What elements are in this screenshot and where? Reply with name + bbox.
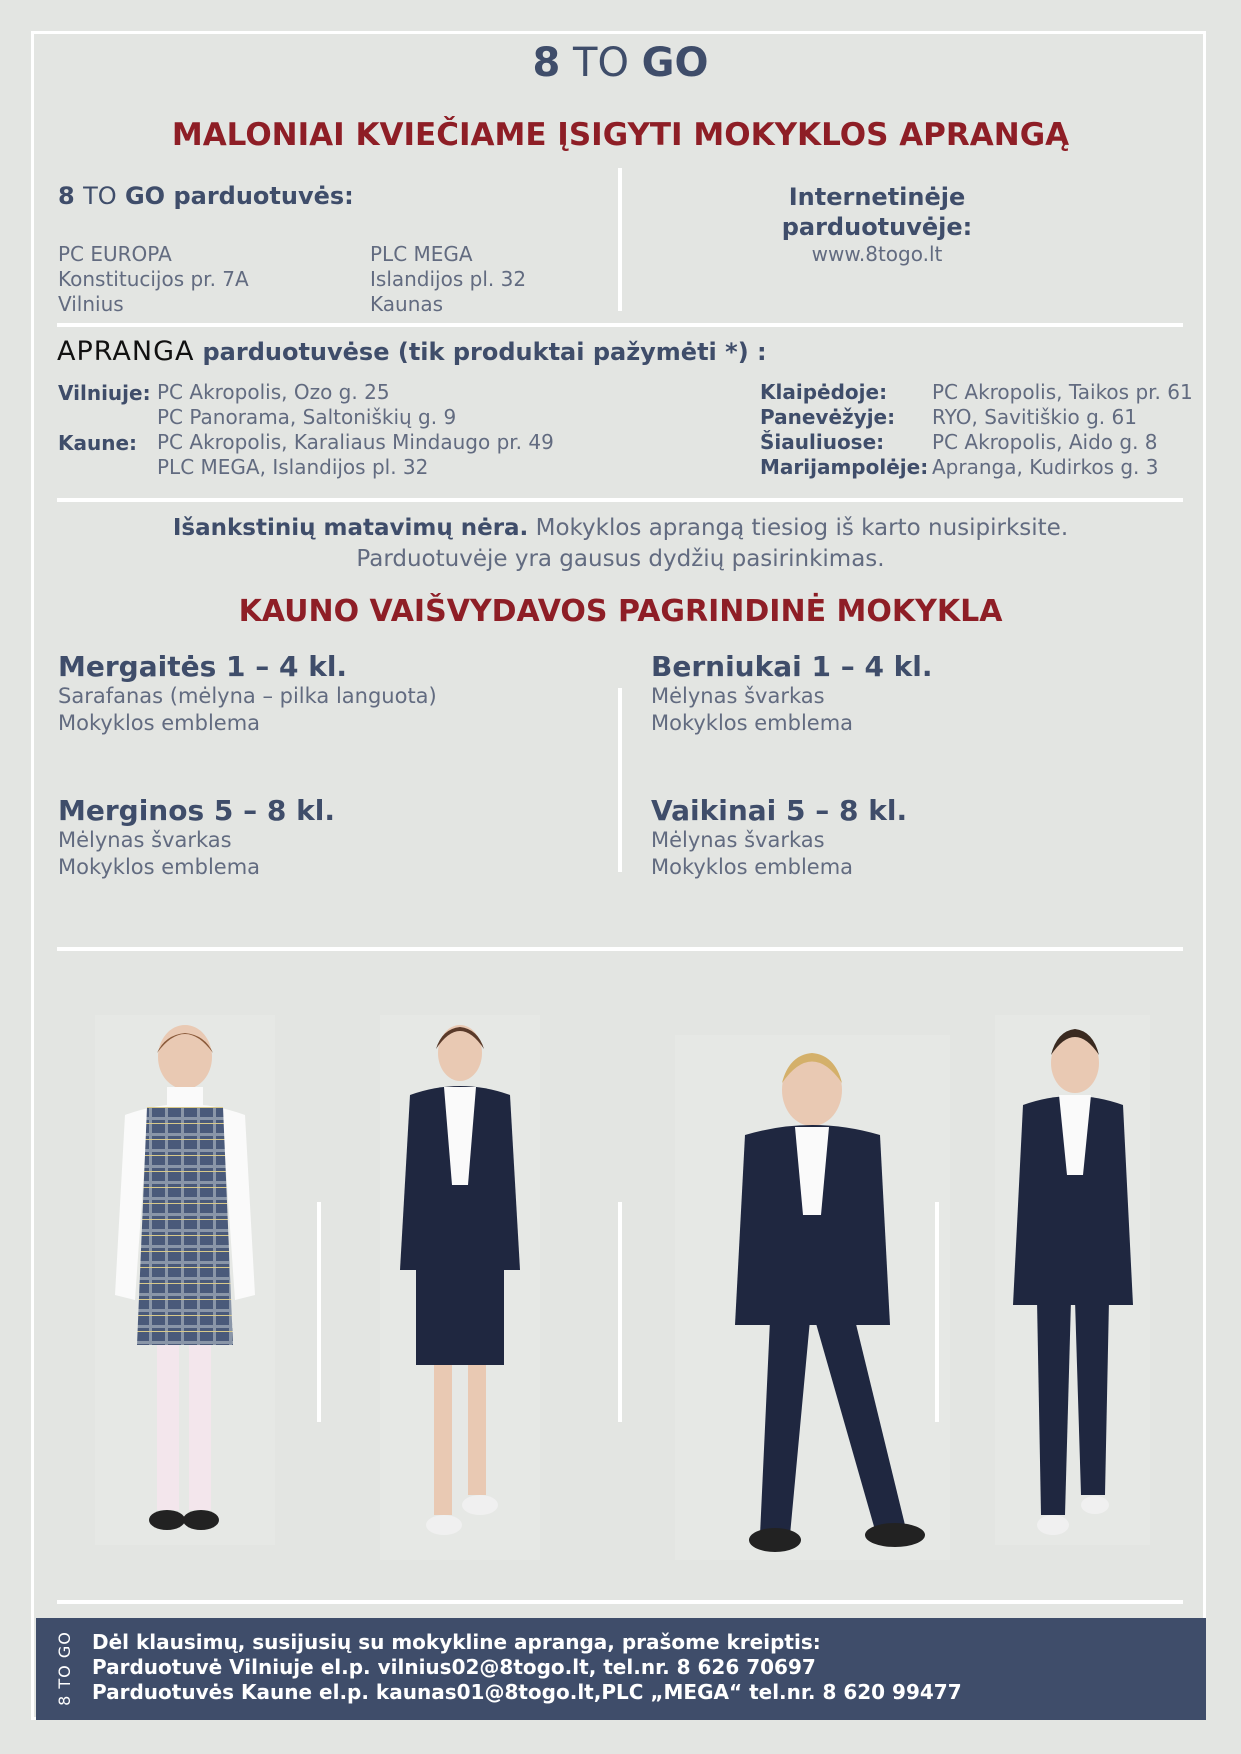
photo-girl-blazer (380, 1015, 540, 1560)
school-title: KAUNO VAIŠVYDAVOS PAGRINDINĖ MOKYKLA (238, 594, 1003, 629)
apranga-regional-stores: Klaipėdoje: PC Akropolis, Taikos pr. 61 Panevėžyje: RYO, Savitiškio g. 61 Šiauliuose: PC Akropolis, Aido g. 8 Marijampolėje: Apranga, Kudirkos g. 3 (760, 380, 1193, 479)
photo-boy-suit (675, 1035, 950, 1560)
footer-line-vilnius: Parduotuvė Vilniuje el.p. vilnius02@8togo.lt, tel.nr. 8 626 70697 (92, 1655, 816, 1679)
divider-photo-2 (618, 1202, 622, 1422)
photo-girl-sarafan (95, 1015, 275, 1545)
apranga-logo: APRANGA (57, 336, 195, 367)
city-kaune: Kaune: (58, 431, 138, 455)
footer-line-1: Dėl klausimų, susijusių su mokykline apranga, prašome kreiptis: (92, 1630, 821, 1654)
divider-photo-1 (317, 1202, 321, 1422)
divider-vertical-categories (618, 688, 622, 872)
store-plc-mega: PLC MEGA Islandijos pl. 32 Kaunas (370, 242, 527, 316)
stores-title: 8 TO GO parduotuvės: (58, 182, 354, 210)
divider-2 (57, 498, 1183, 502)
headline: MALONIAI KVIEČIAME ĮSIGYTI MOKYKLOS APRANGĄ (171, 117, 1070, 153)
footer-vertical-brand: 8 TO GO (54, 1630, 74, 1706)
divider-vertical-top (618, 168, 622, 311)
divider-1 (57, 323, 1183, 327)
brand-logo: 8 TO GO (532, 40, 709, 86)
divider-3 (57, 947, 1183, 951)
kaunas-stores: PC Akropolis, Karaliaus Mindaugo pr. 49 PLC MEGA, Islandijos pl. 32 (157, 430, 554, 479)
category-girls-1-4: Mergaitės 1 – 4 kl. Sarafanas (mėlyna – pilka languota) Mokyklos emblema (58, 650, 437, 735)
apranga-title-row: APRANGA parduotuvėse (tik produktai pažymėti *) : (57, 336, 767, 367)
city-vilnius: Vilniuje: (58, 381, 151, 405)
category-boys-5-8: Vaikinai 5 – 8 kl. Mėlynas švarkas Mokyklos emblema (651, 794, 908, 879)
category-girls-5-8: Merginos 5 – 8 kl. Mėlynas švarkas Mokyklos emblema (58, 794, 335, 879)
vilnius-stores: PC Akropolis, Ozo g. 25 PC Panorama, Saltoniškių g. 9 (157, 380, 457, 429)
divider-4 (57, 1600, 1183, 1604)
online-url[interactable]: www.8togo.lt (811, 242, 943, 266)
online-store: Internetinėje parduotuvėje: www.8togo.lt (700, 182, 1054, 267)
category-boys-1-4: Berniukai 1 – 4 kl. Mėlynas švarkas Mokyklos emblema (651, 650, 933, 735)
divider-photo-3 (935, 1202, 939, 1422)
footer-line-kaunas: Parduotuvės Kaune el.p. kaunas01@8togo.lt,PLC „MEGA“ tel.nr. 8 620 99477 (92, 1680, 962, 1704)
photo-teen-boy-suit (995, 1015, 1150, 1545)
contact-footer (36, 1618, 1206, 1720)
measurement-notice: Išankstinių matavimų nėra. Mokyklos aprangą tiesiog iš karto nusipirksite. Parduotuvėje yra gausus dydžių pasirinkimas. (172, 515, 1069, 572)
store-pc-europa: PC EUROPA Konstitucijos pr. 7A Vilnius (58, 242, 249, 316)
